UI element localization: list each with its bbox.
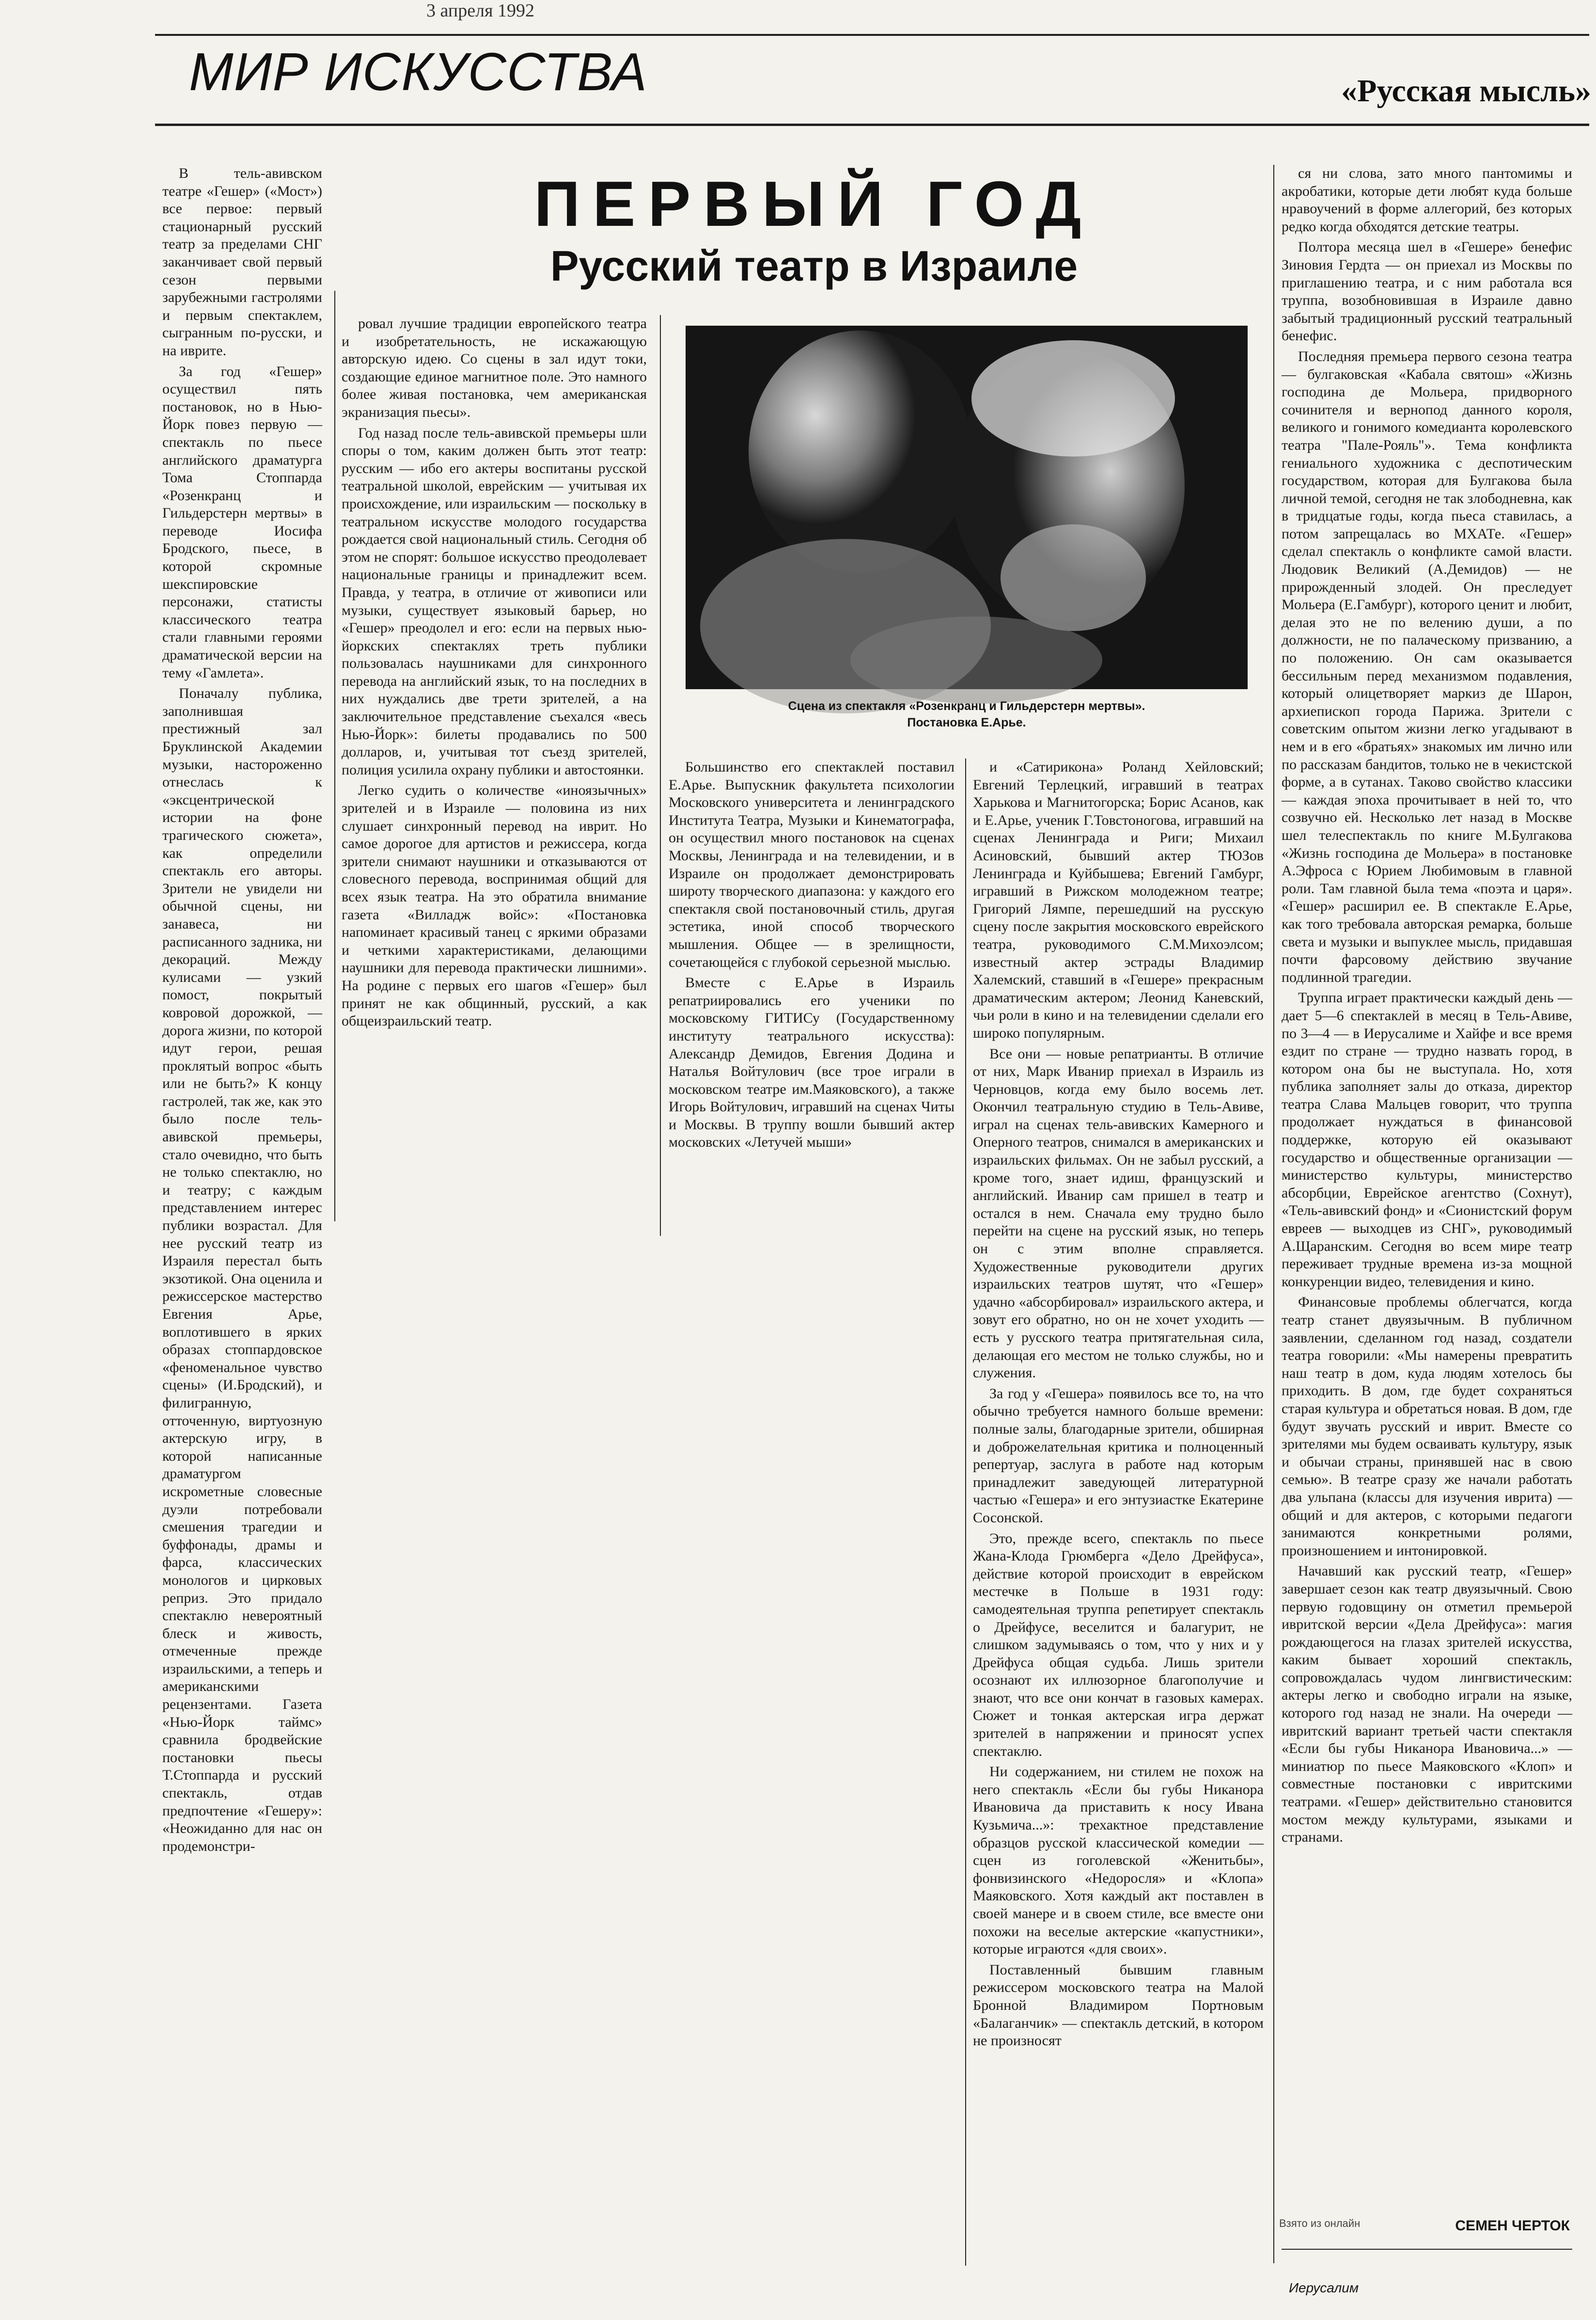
photo-caption	[686, 698, 1248, 731]
header-date: 3 апреля 1992	[426, 0, 535, 21]
byline: СЕМЕН ЧЕРТОК	[1455, 2218, 1570, 2234]
paragraph: В тель-авивском театре «Гешер» («Мост») все первое: первый стационарный русский театр за пределами СНГ заканчивает свой первый сезон первыми зарубежными гастролями и первым спектаклем, сыгранным по-русски, и на иврите.	[162, 165, 322, 359]
paragraph: Начавший как русский театр, «Гешер» завершает сезон как театр двуязычный. Свою первую годовщину он отметил премьерой ивритской версии «Дела Дрейфуса»: магия рождающегося на глазах зрителей искусства, каким бывает хороший спектакль, сопровождалась чудом лингвистическим: актеры легко и свободно играли на языке, которого год назад не знали. На очереди — ивритский вариант третьей части спектакля «Если бы губы Никанора Ивановича...» — миниатюр по пьесе Маяковского «Клоп» и совместные постановки с ивритскими театрами. «Гешер» действительно становится мостом между культурами, языками и странами.	[1282, 1563, 1572, 1846]
article-column-5	[1282, 165, 1572, 2205]
paragraph: Ни содержанием, ни стилем не похож на него спектакль «Если бы губы Никанора Ивановича да приставить к носу Ивана Кузьмича...»: трехактное представление образцов русской классической комедии — сцен из гоголевской «Женитьбы», фонвизинского «Недоросля» и «Клопа» Маяковского. Хотя каждый акт поставлен в своей манере и в своем стиле, все вместе они похожи на веселые актерские «капустники», которые играются «для своих».	[973, 1764, 1264, 1957]
paragraph: Последняя премьера первого сезона театра — булгаковская «Кабала святош» «Жизнь господина де Мольера, придворного сочинителя и вернопод данного короля, великого и гонимого комедианта королевского театра "Пале-Рояль"». Тема конфликта гениального художника с деспотическим государством, которая для Булгакова была личной темой, сегодня не так злободневна, как в тридцатые годы, когда пьеса ставилась, а потом запрещалась во МХАТе. «Гешер» сделал спектакль о конфликте самой власти. Людовик Великий (А.Демидов) — не прирожденный злодей. Он преследует Мольера (Е.Гамбург), которого ценит и любит, делая это не по велению души, а по должности, не по палаческому призванию, а по положению. Он сам оказывается бессильным перед механизмом подавления, который олицетворяет маркиз де Шарон, архиепископ города Парижа. Зрители с советским опытом жизни легко угадывают в нем и в его «братьях» знакомых им лично или по рассказам бандитов, только не в чекистской форме, а в сутанах. Таково свойство классики — каждая эпоха прочитывает в ней то, что созвучно ей. Несколько лет назад в Москве шел телеспектакль по книге М.Булгакова «Жизнь господина де Мольера» в постановке А.Эфроса с Юрием Любимовым в главной роли. Там главной была тема «поэта и царя». «Гешер» расширил ее. В спектакле Е.Арье, как того требовала авторская ремарка, больше света и музыки и выпуклее мысль, придавшая почти фарсовому действию звучание подлинной трагедии.	[1282, 348, 1572, 985]
column-divider	[660, 315, 661, 1236]
paragraph: За год у «Гешера» появилось все то, на что обычно требуется намного больше времени: полные залы, благодарные зрители, обширная и доброжелательная критика и полноценный репертуар, заслуга в работе над которым принадлежит заведующей литературной частью «Гешера» и его энтузиастке Екатерине Сосонской.	[973, 1385, 1264, 1526]
header-rule-top	[155, 34, 1589, 36]
column-divider	[334, 291, 335, 1221]
paragraph: Все они — новые репатрианты. В отличие от них, Марк Иванир приехал в Израиль из Черновцов, когда ему было восемь лет. Окончил театральную студию в Тель-Авиве, играл на сценах тель-авивских Камерного и Оперного театров, снимался в американских и израильских фильмах. Он не забыл русский, а кроме того, знает идиш, французский и английский. Иванир сам пришел в театр и остался в нем. Сначала ему трудно было перейти на сцене на русский язык, но теперь он с этим вполне справляется. Художественные руководители других израильских театров шутят, что «Гешер» удачно «абсорбировал» израильского актера, и зовут его обратно, но он не хочет уходить — есть у русского театра притягательная сила, делающая его местом не только службы, но и служения.	[973, 1045, 1264, 1381]
paragraph: Финансовые проблемы облегчатся, когда театр станет двуязычным. В публичном заявлении, сделанном год назад, создатели театра говорили: «Мы намерены превратить наш театр в дом, куда людям хотелось бы приходить. В дом, где будет сохраняться старая культура и обретаться новая. В дом, где будут звучать русский и иврит. Вместе со зрителями мы будем осваивать культуру, язык и обычаи страны, принявшей нас в свою семью». В театре сразу же начали работать два ульпана (классы для изучения иврита) — общий и для актеров, с которыми педагоги занимаются конкретными ролями, произношением и интонировкой.	[1282, 1294, 1572, 1559]
paragraph: За год «Гешер» осуществил пять постановок, но в Нью-Йорк повез первую — спектакль по пьесе английского драматурга Тома Стоппарда «Розенкранц и Гильдерстерн мертвы» в переводе Иосифа Бродского, пьесе, в которой скромные шекспировские персонажи, статисты классического театра стали главными героями драматической версии на тему «Гамлета».	[162, 363, 322, 681]
paragraph: Год назад после тель-авивской премьеры шли споры о том, каким должен быть этот театр: русским — ибо его актеры воспитаны русской театральной школой, еврейским — учитывая их происхождение, или израильским — поскольку в театральном искусстве молодого государства рождается свой национальный стиль. Сегодня об этом не спорят: большое искусство преодолевает национальные границы и принадлежит всем. Правда, у театра, в отличие от живописи или музыки, существует языковый барьер, но «Гешер» преодолел и его: если на первых нью-йоркских спектаклях треть публики пользовалась наушниками для синхронного перевода на английский язык, то на последних в них нуждались две трети зрителей, а на заключительное представление съехался «весь Нью-Йорк»: билеты продавались по 500 долларов, и, учитывая тот съезд зрителей, полиция усилила охрану публики и автостоянки.	[342, 425, 647, 778]
paragraph: Полтора месяца шел в «Гешере» бенефис Зиновия Гердта — он приехал из Москвы по приглашению театра, и с ним работала вся труппа, возобновившая в Израиле давно забытый традиционный русский театральный бенефис.	[1282, 239, 1572, 344]
header-rule-bottom	[155, 124, 1589, 126]
subheadline: Русский театр в Израиле	[550, 242, 1078, 290]
byline-rule	[1282, 2249, 1572, 2250]
article-column-2	[342, 315, 647, 1221]
paragraph: Поначалу публика, заполнившая престижный зал Бруклинской Академии музыки, настороженно отнеслась к «эксцентрической истории на фоне трагического сюжета», как определили спектакль его авторы. Зрители не увидели ни обычной сцены, ни занавеса, ни расписанного задника, ни декораций. Между кулисами — узкий помост, покрытый ковровой дорожкой, — дорога жизни, по которой идут герои, решая проклятый вопрос «быть или не быть?» К концу гастролей, так же, как это было после тель-авивской премьеры, стало очевидно, что быть не только спектаклю, но и театру; с каждым представлением интерес публики возрастал. Для нее русский театр из Израиля перестал быть экзотикой. Она оценила и режиссерское мастерство Евгения Арье, воплотившего в ярких образах стоппардовское «феноменальное чувство сцены» (И.Бродский), и филигранную, отточенную, виртуозную актерскую игру, в которой написанные драматургом искрометные словесные дуэли потребовали смешения трагедии и буффонады, драмы и фарса, классических монологов и цирковых реприз. Это придало спектаклю невероятный блеск и живость, отмеченные прежде израильскими, а теперь и американскими рецензентами. Газета «Нью-Йорк таймс» сравнила бродвейские постановки пьесы Т.Стоппарда и русский спектакль, отдав предпочтение «Гешеру»: «Неожиданно для нас он продемонстри-	[162, 685, 322, 1854]
paragraph: Вместе с Е.Арье в Израиль репатриировались его ученики по московскому ГИТИСу (Государственному институту театрального искусства): Александр Демидов, Евгения Додина и Наталья Войтулович (все трое играли в московском театре им.Маяковского), а также Игорь Войтулович, игравший на сценах Читы и Москвы. В труппу вошли бывший актер московских «Летучей мыши»	[669, 975, 954, 1151]
figure-right-beard	[1001, 524, 1146, 631]
paragraph: Большинство его спектаклей поставил Е.Арье. Выпускник факультета психологии Московского университета и ленинградского Института Театра, Музыки и Кинематографа, он осуществил много постановок на сценах Москвы, Ленинграда и на телевидении, и в Израиле он продолжает демонстрировать широту творческого диапазона: у каждого его спектакля свой постановочный стиль, другая эстетика, иной способ творческого мышления. Общее — в зрелищности, сочетающейся с глубокой серьезной мыслью.	[669, 759, 954, 970]
section-title: МИР ИСКУССТВА	[189, 42, 648, 102]
figure-left-face	[749, 331, 971, 573]
paragraph: Это, прежде всего, спектакль по пьесе Жана-Клода Грюмберга «Дело Дрейфуса», действие которой происходит в еврейском местечке в Польше в 1931 году: самодеятельная труппа репетирует спектакль о Дрейфусе, веселится и балагурит, не слишком задумываясь о том, что у них и у Дрейфуса общая судьба. Лишь зрители осознают их иллюзорное благополучие и знают, что все они кончат в газовых камерах. Сюжет и тонкая актерская игра держат зрителей в напряжении и приносят успех спектаклю.	[973, 1530, 1264, 1759]
article-photo	[686, 326, 1248, 689]
article-column-3	[669, 758, 954, 1214]
photo-caption-line1: Сцена из спектакля «Розенкранц и Гильдерстерн мертвы».	[788, 699, 1145, 713]
paragraph: и «Сатирикона» Роланд Хейловский; Евгений Терлецкий, игравший в театрах Харькова и Магнитогорска; Борис Асанов, как и Е.Арье, ученик Г.Товстоногова, игравший на сценах Ленинграда и Риги; Михаил Асиновский, бывший актер ТЮЗов Ленинграда и Куйбышева; Евгений Гамбург, игравший в Рижском молодежном театре; Григорий Лямпе, перешедший на русскую сцену после закрытия московского еврейского театра, руководимого С.М.Михоэлсом; известный актер эстрады Владимир Халемский, ставший в «Гешере» прекрасным драматическим актером; Леонид Каневский, чьи роли в кино и на телевидении сделали его широко популярным.	[973, 759, 1264, 1041]
paragraph: Труппа играет практически каждый день — дает 5—6 спектаклей в месяц в Тель-Авиве, по 3—4 — в Иерусалиме и Хайфе и все время ездит по стране — трудно назвать город, в котором она бы не выступала. Но, хотя публика заполняет залы до отказа, директор театра Слава Мальцев говорит, что труппа продолжает нуждаться в финансовой поддержке, которую ей оказывают государство и общественные организации — министерство культуры, министерство абсорбции, Еврейское агентство (Сохнут), «Тель-авивский фонд» и «Сионистский форум евреев — выходцев из СНГ», руководимый А.Щаранским. Сегодня во всем мире театр переживает трудные времена из-за мощной конкуренции видео, телевидения и кино.	[1282, 990, 1572, 1290]
article-column-1	[162, 165, 322, 1854]
figure-right-hair	[971, 340, 1175, 457]
paragraph: Легко судить о количестве «иноязычных» зрителей и в Израиле — половина из них слушает синхронный перевод на иврит. Но самое дорогое для артистов и режиссера, когда зрители снимают наушники и отказываются от словесного перевода, воспринимая общий для всех язык театра. На это обратила внимание газета «Вилладж войс»: «Постановка напоминает красивый танец с яркими образами и четкими характеристиками, делающими наушники для перевода практически лишними». На родине с первых его шагов «Гешер» был принят не как общинный, русский, а как общеизраильский театр.	[342, 782, 647, 1029]
dateline-city: Иерусалим	[1289, 2280, 1359, 2295]
paragraph: Поставленный бывшим главным режиссером московского театра на Малой Бронной Владимиром Портновым «Балаганчик» — спектакль детский, в котором не произносят	[973, 1961, 1264, 2049]
photo-caption-line2: Постановка Е.Арье.	[907, 716, 1026, 729]
column-divider	[1273, 165, 1274, 2263]
article-column-4	[973, 758, 1264, 2271]
paragraph: ровал лучшие традиции европейского театра и изобретательность, не искажающую авторскую идею. Со сцены в зал идут токи, создающие единое магнитное поле. Это намного более живая постановка, чем американская экранизация пьесы».	[342, 316, 647, 420]
column-divider	[965, 758, 966, 2266]
footer-fragment: Взято из онлайн	[1279, 2217, 1361, 2229]
headline: ПЕРВЫЙ ГОД	[534, 168, 1094, 239]
photo-illustration	[686, 326, 1248, 689]
newspaper-name: «Русская мысль»	[1341, 73, 1591, 109]
paragraph: ся ни слова, зато много пантомимы и акробатики, которые дети любят куда больше нравоучений в форме аллегорий, без которых редко когда обходятся детские театры.	[1282, 165, 1572, 235]
